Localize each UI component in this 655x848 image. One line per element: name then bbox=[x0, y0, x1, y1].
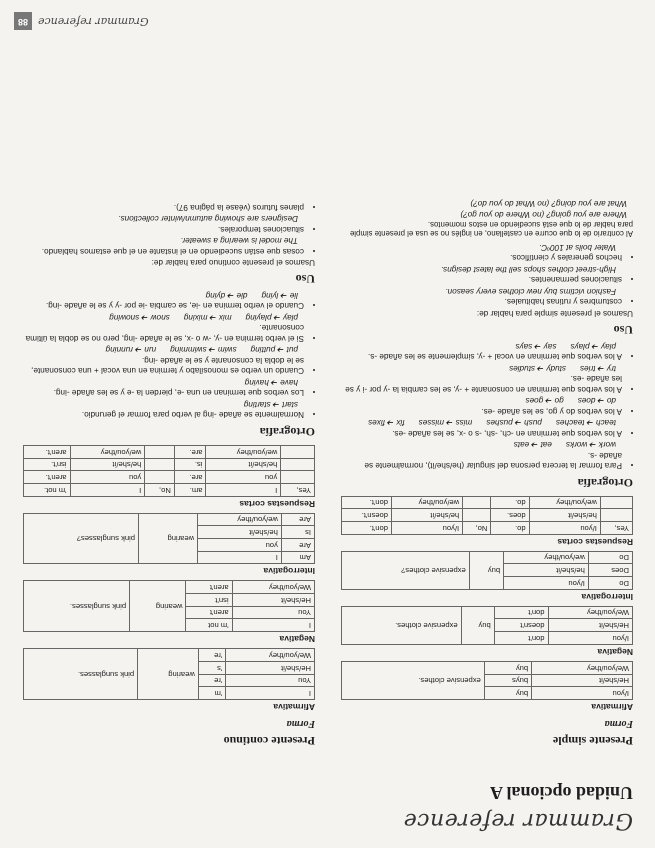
object-cell: expensive clothes. bbox=[342, 661, 485, 699]
example-line bbox=[341, 439, 622, 450]
no-answer-cell: I bbox=[70, 484, 145, 497]
list-item bbox=[23, 398, 304, 419]
no-answer-cell: I/you bbox=[391, 522, 462, 535]
short-answers-table bbox=[23, 445, 315, 497]
spelling-example: start ➔ starting bbox=[243, 399, 298, 409]
no-answer-cell: we/you/they bbox=[391, 496, 462, 509]
example-line bbox=[341, 264, 622, 275]
table-row bbox=[342, 509, 633, 522]
yes-answer-cell: are. bbox=[174, 445, 206, 458]
spelling-example: go ➔ goes bbox=[525, 396, 564, 406]
negativa-label: Negativa bbox=[279, 634, 315, 645]
table-row bbox=[24, 619, 315, 632]
list-item bbox=[341, 286, 622, 307]
verb-cell: buy bbox=[461, 606, 494, 644]
conjugation-table bbox=[341, 551, 633, 590]
spelling-example: put ➔ putting bbox=[250, 345, 298, 355]
usage-example: The model is wearing a sweater. bbox=[180, 236, 298, 246]
example-line bbox=[23, 289, 304, 300]
subject-cell: we/you/they bbox=[198, 513, 282, 526]
usage-example: Water boils at 100ºC. bbox=[538, 243, 616, 252]
yes-answer-cell: we/you/they bbox=[206, 445, 281, 458]
yes-answer-cell: am. bbox=[174, 484, 206, 497]
list-item bbox=[341, 439, 622, 471]
list-item bbox=[341, 362, 622, 394]
afirmativa-table bbox=[23, 648, 315, 700]
spelling-example: push ➔ pushes bbox=[486, 418, 542, 428]
example-line bbox=[23, 344, 304, 355]
table-row bbox=[24, 484, 315, 497]
subject-cell: I bbox=[226, 687, 315, 700]
example-line bbox=[341, 417, 622, 428]
usage-example: Designers are showing autumn/winter collections. bbox=[118, 214, 298, 224]
spelling-example: lie ➔ lying bbox=[261, 290, 298, 300]
rule-text: Si el verbo termina en -y, -w o -x, se le añade -ing, pero no se dobla la última consonante. bbox=[25, 323, 304, 343]
yes-answer-cell: Yes, bbox=[600, 522, 632, 535]
respuestas-table bbox=[23, 445, 315, 497]
list-item bbox=[23, 376, 304, 397]
respuestas-label: Respuestas cortas bbox=[239, 498, 315, 509]
negativa-table bbox=[23, 580, 315, 632]
ortografia-title: Ortografía bbox=[577, 475, 633, 490]
no-answer-cell: No, bbox=[463, 522, 491, 535]
yes-answer-cell: do. bbox=[491, 496, 529, 509]
subject-cell: I bbox=[198, 551, 282, 564]
subject-cell: He/she/it bbox=[226, 661, 315, 674]
auxiliary-cell: don't bbox=[494, 606, 548, 619]
auxiliary-cell: 're bbox=[198, 649, 225, 662]
rule-text: Cuando el verbo termina en -ie, se cambia -ie por -y y se le añade -ing. bbox=[45, 301, 304, 311]
spelling-example: try ➔ tries bbox=[580, 363, 616, 373]
conjugation-table bbox=[23, 513, 315, 565]
subject-cell: You bbox=[232, 606, 314, 619]
no-answer-cell: you bbox=[70, 471, 145, 484]
verb-cell: buys bbox=[484, 674, 531, 687]
no-answer-cell bbox=[463, 496, 491, 509]
subject-cell: We/you/they bbox=[232, 581, 314, 594]
spelling-example: eat ➔ eats bbox=[513, 440, 552, 450]
no-answer-cell: doesn't. bbox=[342, 509, 392, 522]
rule-text: situaciones temporales. bbox=[217, 224, 304, 234]
rule-text: hechos generales y científicos. bbox=[510, 253, 622, 263]
verb-cell: wearing bbox=[138, 649, 199, 700]
yes-answer-cell bbox=[281, 458, 315, 471]
auxiliary-cell: aren't bbox=[186, 581, 232, 594]
yes-answer-cell: Yes, bbox=[281, 484, 315, 497]
rule-text: A los verbos que terminan en vocal + -y, simplemente se les añade -s. bbox=[367, 352, 622, 362]
spelling-example: work ➔ works bbox=[565, 440, 616, 450]
presente-continuo-title: Presente continuo bbox=[223, 734, 315, 748]
ortografia-list bbox=[341, 340, 633, 470]
list-item bbox=[23, 311, 304, 343]
subject-cell: he/she/it bbox=[198, 526, 282, 539]
list-item bbox=[341, 242, 622, 263]
auxiliary-cell: Do bbox=[588, 577, 632, 590]
page-header bbox=[403, 781, 633, 834]
conjugation-table bbox=[23, 648, 315, 700]
rule-text: Para formar la tercera persona del singular (he/she/it), normalmente se añade -s. bbox=[364, 450, 622, 471]
note-example: What are you doing? (no What do you do?) bbox=[470, 199, 627, 209]
example-line bbox=[23, 376, 304, 387]
respuestas-table bbox=[341, 496, 633, 535]
list-item bbox=[341, 395, 622, 416]
subject-cell: He/she/it bbox=[532, 674, 633, 687]
subject-cell: I/you bbox=[548, 632, 632, 645]
rule-text: A los verbos que terminan en consonante + -y, se les cambia la -y por -i y se les añade -es. bbox=[345, 374, 622, 394]
list-item bbox=[23, 201, 304, 212]
auxiliary-cell: Do bbox=[588, 551, 632, 564]
list-item bbox=[23, 235, 304, 256]
no-answer-cell: don't. bbox=[342, 522, 392, 535]
auxiliary-cell: don't bbox=[494, 632, 548, 645]
spelling-example: do ➔ does bbox=[577, 396, 616, 406]
no-answer-cell: isn't. bbox=[24, 458, 71, 471]
yes-answer-cell: I/you bbox=[529, 522, 600, 535]
no-answer-cell: No, bbox=[145, 484, 175, 497]
verb-cell: wearing bbox=[130, 581, 186, 632]
rule-text: A los verbos que terminan en -ch, -sh, -s o -x, se les añade -es. bbox=[392, 428, 622, 438]
rule-text: planes futuros (véase la página 97). bbox=[173, 202, 304, 212]
no-answer-cell: he/she/it bbox=[70, 458, 145, 471]
uso-note: Al contrario de lo que ocurre en castellano, en inglés no se usa el presente simple para hablar de lo que está sucediendo en estos momentos. bbox=[349, 219, 633, 239]
conjugation-table bbox=[341, 606, 633, 645]
negativa-table bbox=[341, 606, 633, 645]
usage-example: High-street clothes shops sell the latest designs. bbox=[440, 265, 616, 274]
respuestas-label: Respuestas cortas bbox=[557, 536, 633, 547]
auxiliary-cell: isn't bbox=[186, 594, 232, 607]
spelling-example: have ➔ having bbox=[244, 377, 298, 387]
no-answer-cell: we/you/they bbox=[70, 445, 145, 458]
verb-cell: wearing bbox=[138, 513, 197, 564]
subject-cell: You bbox=[226, 674, 315, 687]
no-answer-cell bbox=[463, 509, 491, 522]
subject-cell: We/you/they bbox=[532, 661, 633, 674]
spelling-example: teach ➔ teaches bbox=[555, 418, 616, 428]
auxiliary-cell: Am bbox=[281, 551, 314, 564]
subject-cell: he/she/it bbox=[504, 564, 589, 577]
uso-intro: Usamos el presente simple para hablar de: bbox=[476, 309, 633, 318]
rule-text: Cuando un verbo es monosílabo y termina en una vocal + una consonante, se le dobla la consonante y se le añade -ing. bbox=[31, 355, 304, 376]
auxiliary-cell: Is bbox=[281, 526, 314, 539]
auxiliary-cell: Are bbox=[281, 539, 314, 552]
subject-cell: I/you bbox=[504, 577, 589, 590]
subject-cell: We/you/they bbox=[548, 606, 632, 619]
spelling-example: study ➔ studies bbox=[509, 363, 567, 373]
yes-answer-cell: is. bbox=[174, 458, 206, 471]
table-row bbox=[342, 687, 633, 700]
uso-list bbox=[23, 201, 315, 256]
uso-title: Uso bbox=[295, 272, 315, 287]
table-row bbox=[342, 577, 633, 590]
yes-answer-cell: do. bbox=[491, 522, 529, 535]
no-answer-cell: 'm not. bbox=[24, 484, 71, 497]
example-line bbox=[341, 395, 622, 406]
yes-answer-cell: does. bbox=[491, 509, 529, 522]
example-line bbox=[23, 311, 304, 322]
yes-answer-cell: I bbox=[206, 484, 281, 497]
usage-example: Fashion victims buy new clothes every season. bbox=[445, 287, 616, 296]
example-line bbox=[341, 242, 622, 253]
auxiliary-cell: 's bbox=[198, 661, 225, 674]
spelling-example: snow ➔ snowing bbox=[109, 312, 170, 322]
presente-simple-title: Presente simple bbox=[552, 734, 633, 748]
yes-answer-cell: you bbox=[206, 471, 281, 484]
yes-answer-cell: we/you/they bbox=[529, 496, 600, 509]
no-answer-cell bbox=[145, 471, 175, 484]
example-line bbox=[23, 398, 304, 409]
example-line bbox=[23, 213, 304, 224]
interrogativa-table bbox=[23, 513, 315, 565]
presente-simple-column bbox=[341, 198, 633, 748]
list-item bbox=[23, 344, 304, 376]
presente-continuo-column bbox=[23, 198, 315, 748]
subject-cell: you bbox=[198, 539, 282, 552]
table-row bbox=[24, 471, 315, 484]
object-cell: pink sunglasses? bbox=[24, 513, 139, 564]
uso-title: Uso bbox=[613, 323, 633, 338]
spelling-example: run ➔ running bbox=[105, 345, 157, 355]
auxiliary-cell: Does bbox=[588, 564, 632, 577]
spelling-example: miss ➔ misses bbox=[418, 418, 473, 428]
object-cell: expensive clothes? bbox=[342, 551, 470, 589]
spelling-example: play ➔ plays bbox=[570, 341, 616, 351]
auxiliary-cell: 'm not bbox=[186, 619, 232, 632]
subject-cell: We/you/they bbox=[226, 649, 315, 662]
subject-cell: He/she/it bbox=[232, 594, 314, 607]
corner-script-title: Grammar reference bbox=[38, 15, 149, 29]
subject-cell: I bbox=[232, 619, 314, 632]
afirmativa-label: Afirmativa bbox=[273, 701, 315, 712]
forma-heading: Forma bbox=[286, 717, 315, 729]
auxiliary-cell: doesn't bbox=[494, 619, 548, 632]
table-row bbox=[24, 687, 315, 700]
spelling-example: play ➔ playing bbox=[245, 312, 298, 322]
spelling-example: die ➔ dying bbox=[205, 290, 248, 300]
afirmativa-table bbox=[341, 661, 633, 700]
yes-answer-cell: are. bbox=[174, 471, 206, 484]
no-answer-cell: aren't. bbox=[24, 445, 71, 458]
verb-cell: buy bbox=[484, 687, 531, 700]
table-row bbox=[24, 445, 315, 458]
yes-answer-cell: he/she/it bbox=[206, 458, 281, 471]
ortografia-list bbox=[23, 289, 315, 419]
afirmativa-label: Afirmativa bbox=[591, 701, 633, 712]
rule-text: costumbres y rutinas habituales. bbox=[504, 297, 622, 307]
auxiliary-cell: Are bbox=[281, 513, 314, 526]
object-cell: expensive clothes. bbox=[342, 606, 462, 644]
script-title: Grammar reference bbox=[403, 808, 633, 833]
yes-answer-cell bbox=[281, 445, 315, 458]
spelling-example: fix ➔ fixes bbox=[368, 418, 405, 428]
example-line bbox=[23, 235, 304, 246]
object-cell: pink sunglasses. bbox=[24, 649, 138, 700]
interrogativa-label: Interrogativa bbox=[263, 566, 315, 577]
rule-text: situaciones permanentes. bbox=[528, 275, 622, 285]
conjugation-table bbox=[23, 580, 315, 632]
ortografia-title: Ortografía bbox=[259, 424, 315, 439]
spelling-example: mix ➔ mixing bbox=[183, 312, 232, 322]
verb-cell: buy bbox=[484, 661, 531, 674]
spelling-example: swim ➔ swimming bbox=[170, 345, 237, 355]
list-item bbox=[23, 213, 304, 234]
page-number: 88 bbox=[14, 12, 32, 30]
rule-text: Los verbos que terminan en una -e, pierden la -e y se les añade -ing. bbox=[53, 388, 304, 398]
yes-answer-cell bbox=[281, 471, 315, 484]
short-answers-table bbox=[341, 496, 633, 535]
subject-cell: He/she/it bbox=[548, 619, 632, 632]
auxiliary-cell: aren't bbox=[186, 606, 232, 619]
subject-cell: we/you/they bbox=[504, 551, 589, 564]
no-answer-cell bbox=[145, 445, 175, 458]
yes-answer-cell bbox=[600, 509, 632, 522]
rule-text: cosas que están sucediendo en el instante en el que estamos hablando. bbox=[41, 246, 304, 256]
auxiliary-cell: 're bbox=[198, 674, 225, 687]
list-item bbox=[341, 264, 622, 285]
example-line bbox=[341, 286, 622, 297]
no-answer-cell: aren't. bbox=[24, 471, 71, 484]
uso-list bbox=[341, 242, 633, 307]
table-row bbox=[342, 632, 633, 645]
list-item bbox=[341, 417, 622, 438]
uso-note-examples bbox=[341, 198, 633, 219]
unit-title: Unidad opcional A bbox=[489, 782, 633, 803]
auxiliary-cell: 'm bbox=[198, 687, 225, 700]
interrogativa-label: Interrogativa bbox=[581, 591, 633, 602]
table-row bbox=[24, 551, 315, 564]
table-row bbox=[342, 496, 633, 509]
yes-answer-cell: he/she/it bbox=[529, 509, 600, 522]
list-item bbox=[23, 289, 304, 310]
uso-intro: Usamos el presente continuo para hablar de: bbox=[151, 258, 315, 268]
object-cell: pink sunglasses. bbox=[24, 581, 130, 632]
table-row bbox=[342, 522, 633, 535]
forma-heading: Forma bbox=[604, 717, 633, 729]
yes-answer-cell bbox=[600, 496, 632, 509]
interrogativa-table bbox=[341, 551, 633, 590]
rule-text: A los verbos do y go, se les añade -es. bbox=[481, 406, 622, 416]
no-answer-cell: he/she/it bbox=[391, 509, 462, 522]
no-answer-cell: don't. bbox=[342, 496, 392, 509]
verb-cell: buy bbox=[469, 551, 503, 589]
page-corner bbox=[14, 12, 149, 30]
spelling-example: say ➔ says bbox=[515, 341, 557, 351]
conjugation-table bbox=[341, 661, 633, 700]
rule-text: Normalmente se añade -ing al verbo para formar el gerundio. bbox=[81, 410, 304, 420]
example-line bbox=[341, 362, 622, 373]
list-item bbox=[341, 340, 622, 361]
example-line bbox=[341, 340, 622, 351]
negativa-label: Negativa bbox=[597, 646, 633, 657]
note-example: Where are you going? (no Where do you go?) bbox=[460, 209, 627, 219]
subject-cell: I/you bbox=[532, 687, 633, 700]
table-row bbox=[24, 458, 315, 471]
no-answer-cell bbox=[145, 458, 175, 471]
